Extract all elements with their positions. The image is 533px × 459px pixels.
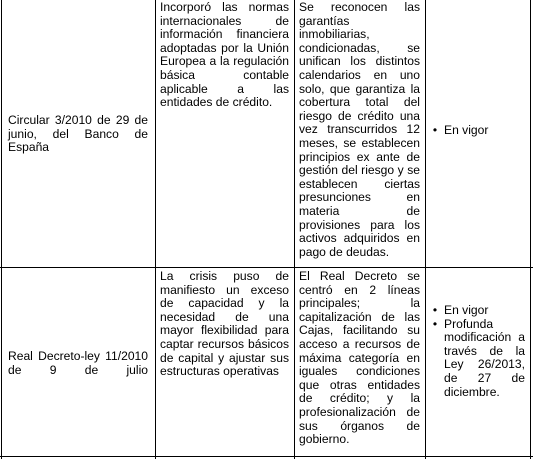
bullet-icon: • — [432, 316, 438, 331]
bullet-icon: • — [432, 123, 438, 137]
estado-text: En vigor — [444, 123, 489, 137]
contenido-text: El Real Decreto se centró en 2 líneas principales; la capitalización de las Cajas, facilitando su acceso a recursos de máxima categoría en iguales condiciones que otras entidades de crédito; y la profesionalización de sus órganos de gobierno. — [299, 269, 420, 447]
table-row-2-norma — [8, 350, 148, 377]
table-border-bottom — [0, 456, 533, 457]
estado-text: En vigor — [444, 303, 489, 317]
table-border-left — [1, 0, 2, 459]
column-divider — [155, 0, 156, 459]
norma-text: Circular 3/2010 de 29 de junio, del Banco de España — [8, 113, 148, 155]
objetivo-text: Incorporó las normas internacionales de información financiera adoptadas por la Unión Europea a la regulación básica contable aplicable a las entidades de crédito. — [160, 0, 289, 110]
row-divider — [0, 267, 533, 268]
table-row-1-objetivo — [160, 1, 289, 110]
list-item — [430, 124, 525, 138]
list-item — [430, 304, 525, 318]
table-row-2-contenido — [299, 270, 420, 447]
bullet-icon: • — [432, 303, 438, 317]
table-row-1-estado — [430, 124, 525, 138]
estado-text: Profunda modificación a través de la Ley 26/2013, de 27 de diciembre. — [444, 316, 525, 399]
table-row-2-estado — [430, 304, 525, 399]
list-item — [430, 318, 525, 400]
contenido-text: Se reconocen las garantías inmobiliarias, condicionadas, se unifican los distintos calendarios en uno solo, que garantiza la cobertura total del riesgo de crédito una vez transcurridos 12 meses, se establecen principios ex ante de gestión del riesgo y se establecen ciertas presunciones en materia de provisiones para los activos adquiridos en pago de deudas. — [299, 0, 420, 259]
column-divider — [294, 0, 295, 459]
column-divider — [425, 0, 426, 459]
objetivo-text: La crisis puso de manifiesto un exceso de capacidad y la necesidad de una mayor flexibilidad para captar recursos básicos de capital y ajustar sus estructuras operativas — [160, 269, 289, 379]
table-border-right — [530, 0, 531, 459]
norma-text: Real Decreto-ley 11/2010 de 9 de julio — [8, 349, 148, 377]
table-row-2-objetivo — [160, 270, 289, 379]
table-row-1-norma — [8, 114, 148, 155]
table-row-1-contenido — [299, 1, 420, 259]
